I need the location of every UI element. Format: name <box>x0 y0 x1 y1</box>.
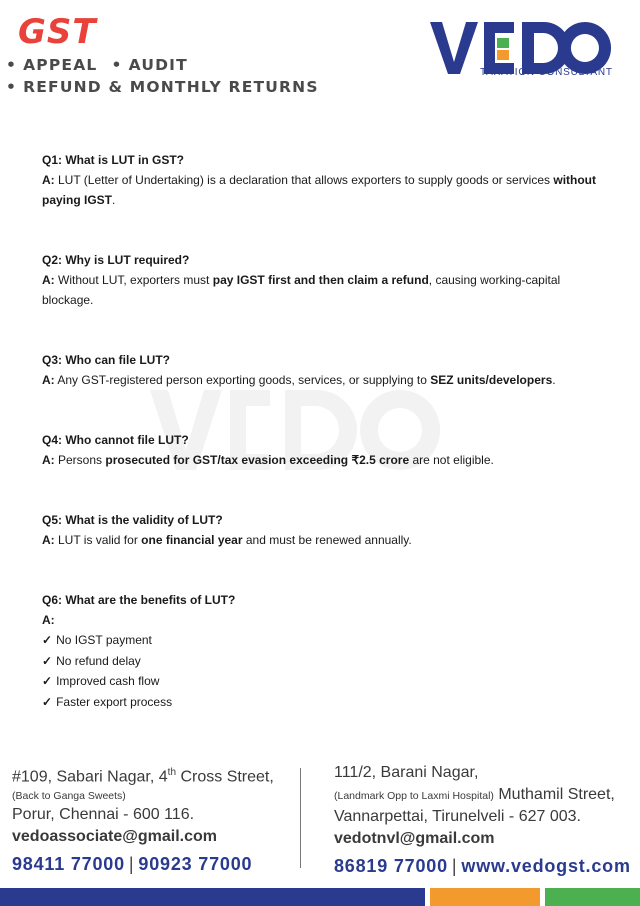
faq-item <box>42 150 602 210</box>
bullet: • <box>6 56 18 74</box>
faq-question: Q2: Why is LUT required? <box>42 253 190 267</box>
contact-line: 86819 77000 | www.vedogst.com <box>334 856 631 876</box>
service-list <box>6 54 319 98</box>
list-item: ✓ Faster export process <box>42 694 173 709</box>
bullet: • <box>6 78 18 96</box>
benefit-list <box>42 630 602 712</box>
faq-item <box>42 430 602 470</box>
address-street: (Landmark Opp to Laxmi Hospital) Muthamil Street, <box>334 786 615 803</box>
phone-link[interactable]: 98411 77000 <box>12 854 125 875</box>
email-link[interactable]: vedoassociate@gmail.com <box>12 828 218 846</box>
list-item: ✓ No IGST payment <box>42 633 152 647</box>
service-line-1 <box>6 54 319 76</box>
service-line-2 <box>6 76 319 98</box>
faq-question: Q3: Who can file LUT? <box>42 353 170 367</box>
faq-answer-label: A: <box>42 613 55 627</box>
service-item: • REFUND & MONTHLY RETURNS <box>6 78 319 96</box>
faq-question: Q6: What are the benefits of LUT? <box>42 593 236 607</box>
check-icon: ✓ <box>42 694 53 709</box>
footer-address-tirunelveli <box>334 762 634 877</box>
service-item: • AUDIT <box>111 56 188 74</box>
address-line: #109, Sabari Nagar, 4th Cross Street, <box>12 767 274 786</box>
address-line: 111/2, Barani Nagar, <box>334 764 479 781</box>
phone-link[interactable]: 90923 77000 <box>138 854 253 875</box>
faq-item <box>42 590 602 712</box>
header <box>0 0 640 110</box>
bullet: • <box>111 56 123 74</box>
logo-orange-block <box>497 50 509 60</box>
footer-divider <box>300 768 301 868</box>
phone-numbers: 98411 77000 | 90923 77000 <box>12 854 253 875</box>
phone-link[interactable]: 86819 77000 <box>334 856 448 876</box>
address-city: Vannarpettai, Tirunelveli - 627 003. <box>334 808 581 825</box>
check-icon: ✓ <box>42 674 53 688</box>
faq-answer: A: Any GST-registered person exporting goods, services, or supplying to SEZ units/developers. <box>42 373 556 387</box>
service-item: • APPEAL <box>6 56 98 74</box>
faq-answer: A: LUT is valid for one financial year and must be renewed annually. <box>42 533 412 547</box>
check-icon: ✓ <box>42 653 53 668</box>
check-icon: ✓ <box>42 633 53 647</box>
gst-title: GST <box>18 12 97 52</box>
faq-item <box>42 350 602 390</box>
faq-answer: A: Persons prosecuted for GST/tax evasion exceeding ₹2.5 crore are not eligible. <box>42 453 494 467</box>
faq-answer: A: Without LUT, exporters must pay IGST first and then claim a refund, causing working-capital blockage. <box>42 273 561 307</box>
logo-subtitle: TAXATION CONSULTANT <box>480 67 613 78</box>
list-item: ✓ No refund delay <box>42 653 141 668</box>
website-link[interactable]: www.vedogst.com <box>461 856 631 876</box>
faq-question: Q1: What is LUT in GST? <box>42 153 184 167</box>
faq-item <box>42 510 602 550</box>
logo-green-block <box>497 38 509 48</box>
faq-question: Q4: Who cannot file LUT? <box>42 433 189 447</box>
faq-section <box>42 150 602 712</box>
address-landmark: (Back to Ganga Sweets) <box>12 790 126 803</box>
email-link[interactable]: vedotnvl@gmail.com <box>334 830 495 847</box>
faq-question: Q5: What is the validity of LUT? <box>42 513 223 527</box>
faq-answer: A: LUT (Letter of Undertaking) is a declaration that allows exporters to supply goods or services without paying IGST. <box>42 173 597 207</box>
footer-address-chennai <box>12 762 297 875</box>
address-city: Porur, Chennai - 600 116. <box>12 806 195 824</box>
faq-item <box>42 250 602 310</box>
bottom-color-bar <box>0 888 640 906</box>
list-item: ✓ Improved cash flow <box>42 674 160 688</box>
